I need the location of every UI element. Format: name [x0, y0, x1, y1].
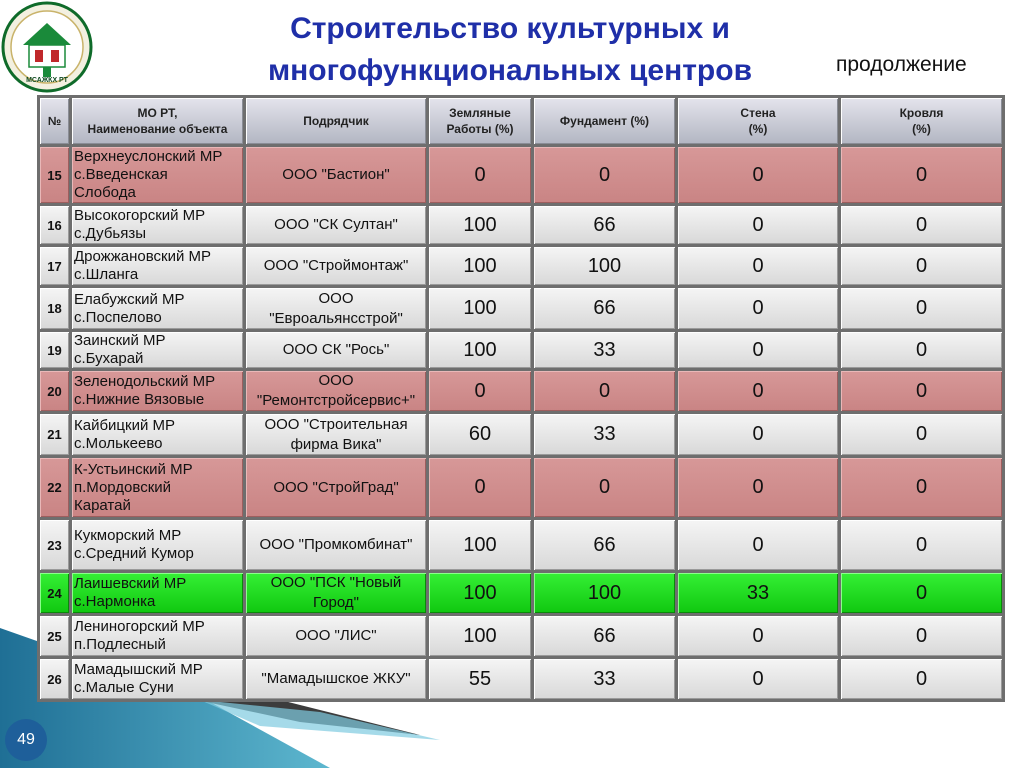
- table-row: [40, 458, 1002, 517]
- wall-percent: 0: [678, 147, 838, 203]
- header-earthworks: Земляные Работы (%): [429, 98, 531, 144]
- row-number: 17: [40, 247, 69, 285]
- table-row: [40, 247, 1002, 285]
- foundation-percent: 66: [534, 616, 675, 656]
- roof-percent: 0: [841, 288, 1002, 329]
- wall-percent: 0: [678, 247, 838, 285]
- contractor-name: ООО "Строймонтаж": [246, 247, 426, 285]
- page-number: 49: [5, 719, 47, 761]
- table-row: [40, 288, 1002, 329]
- earthworks-percent: 100: [429, 332, 531, 368]
- object-name: Елабужский МР с.Поспелово: [72, 288, 243, 329]
- object-name: Мамадышский МР с.Малые Суни: [72, 659, 243, 699]
- object-name: Лаишевский МР с.Нармонка: [72, 573, 243, 613]
- roof-percent: 0: [841, 659, 1002, 699]
- ministry-logo: [1, 1, 93, 93]
- object-name: Кайбицкий МР с.Молькеево: [72, 414, 243, 455]
- wall-percent: 0: [678, 332, 838, 368]
- page-title: [150, 8, 870, 92]
- foundation-percent: 100: [534, 247, 675, 285]
- earthworks-percent: 100: [429, 288, 531, 329]
- header-num: №: [40, 98, 69, 144]
- logo-caption: МСАЖКХ РТ: [26, 77, 68, 84]
- foundation-percent: 0: [534, 371, 675, 411]
- table-row: [40, 414, 1002, 455]
- wall-percent: 0: [678, 458, 838, 517]
- contractor-name: ООО "Ремонтстройсервис+": [246, 371, 426, 411]
- table-row: [40, 147, 1002, 203]
- object-name: Лениногорский МР п.Подлесный: [72, 616, 243, 656]
- row-number: 23: [40, 520, 69, 570]
- contractor-name: ООО "Промкомбинат": [246, 520, 426, 570]
- earthworks-percent: 100: [429, 247, 531, 285]
- object-name: Верхнеуслонский МР с.Введенская Слобода: [72, 147, 243, 203]
- earthworks-percent: 60: [429, 414, 531, 455]
- object-name: Зеленодольский МР с.Нижние Вязовые: [72, 371, 243, 411]
- table-row: [40, 659, 1002, 699]
- contractor-name: ООО СК "Рось": [246, 332, 426, 368]
- table-row: [40, 206, 1002, 244]
- earthworks-percent: 0: [429, 147, 531, 203]
- earthworks-percent: 100: [429, 573, 531, 613]
- row-number: 26: [40, 659, 69, 699]
- row-number: 25: [40, 616, 69, 656]
- foundation-percent: 33: [534, 332, 675, 368]
- table-row: [40, 573, 1002, 613]
- earthworks-percent: 100: [429, 520, 531, 570]
- foundation-percent: 66: [534, 206, 675, 244]
- header-wall: Стена (%): [678, 98, 838, 144]
- roof-percent: 0: [841, 458, 1002, 517]
- page-title-line-1: Строительство культурных и: [290, 12, 730, 45]
- roof-percent: 0: [841, 414, 1002, 455]
- earthworks-percent: 0: [429, 371, 531, 411]
- table-row: [40, 371, 1002, 411]
- foundation-percent: 66: [534, 520, 675, 570]
- row-number: 22: [40, 458, 69, 517]
- earthworks-percent: 100: [429, 206, 531, 244]
- contractor-name: "Мамадышское ЖКУ": [246, 659, 426, 699]
- roof-percent: 0: [841, 332, 1002, 368]
- contractor-name: ООО "ПСК "Новый Город": [246, 573, 426, 613]
- table-row: [40, 616, 1002, 656]
- contractor-name: ООО "Бастион": [246, 147, 426, 203]
- wall-percent: 0: [678, 288, 838, 329]
- foundation-percent: 66: [534, 288, 675, 329]
- wall-percent: 33: [678, 573, 838, 613]
- object-name: Дрожжановский МР с.Шланга: [72, 247, 243, 285]
- contractor-name: ООО "ЛИС": [246, 616, 426, 656]
- roof-percent: 0: [841, 616, 1002, 656]
- object-name: К-Устьинский МР п.Мордовский Каратай: [72, 458, 243, 517]
- page-title-line-2: многофункциональных центров: [267, 54, 753, 87]
- row-number: 16: [40, 206, 69, 244]
- object-name: Заинский МР с.Бухарай: [72, 332, 243, 368]
- wall-percent: 0: [678, 371, 838, 411]
- contractor-name: ООО "СК Султан": [246, 206, 426, 244]
- wall-percent: 0: [678, 414, 838, 455]
- object-name: Высокогорский МР с.Дубьязы: [72, 206, 243, 244]
- contractor-name: ООО "Строительная фирма Вика": [246, 414, 426, 455]
- roof-percent: 0: [841, 520, 1002, 570]
- row-number: 20: [40, 371, 69, 411]
- earthworks-percent: 0: [429, 458, 531, 517]
- roof-percent: 0: [841, 371, 1002, 411]
- row-number: 21: [40, 414, 69, 455]
- earthworks-percent: 55: [429, 659, 531, 699]
- wall-percent: 0: [678, 520, 838, 570]
- table-row: [40, 520, 1002, 570]
- wall-percent: 0: [678, 659, 838, 699]
- wall-percent: 0: [678, 206, 838, 244]
- foundation-percent: 33: [534, 414, 675, 455]
- object-name: Кукморский МР с.Средний Кумор: [72, 520, 243, 570]
- progress-table: [37, 95, 1005, 702]
- header-object: МО РТ, Наименование объекта: [72, 98, 243, 144]
- foundation-percent: 100: [534, 573, 675, 613]
- header-foundation: Фундамент (%): [534, 98, 675, 144]
- foundation-percent: 0: [534, 147, 675, 203]
- table-row: [40, 332, 1002, 368]
- wall-percent: 0: [678, 616, 838, 656]
- header-contractor: Подрядчик: [246, 98, 426, 144]
- row-number: 15: [40, 147, 69, 203]
- row-number: 18: [40, 288, 69, 329]
- row-number: 19: [40, 332, 69, 368]
- page-subtitle: продолжение: [836, 53, 967, 76]
- foundation-percent: 33: [534, 659, 675, 699]
- roof-percent: 0: [841, 147, 1002, 203]
- roof-percent: 0: [841, 573, 1002, 613]
- header-roof: Кровля (%): [841, 98, 1002, 144]
- earthworks-percent: 100: [429, 616, 531, 656]
- table-header-row: [40, 98, 1002, 144]
- foundation-percent: 0: [534, 458, 675, 517]
- roof-percent: 0: [841, 206, 1002, 244]
- contractor-name: ООО "Евроальянсстрой": [246, 288, 426, 329]
- contractor-name: ООО "СтройГрад": [246, 458, 426, 517]
- roof-percent: 0: [841, 247, 1002, 285]
- row-number: 24: [40, 573, 69, 613]
